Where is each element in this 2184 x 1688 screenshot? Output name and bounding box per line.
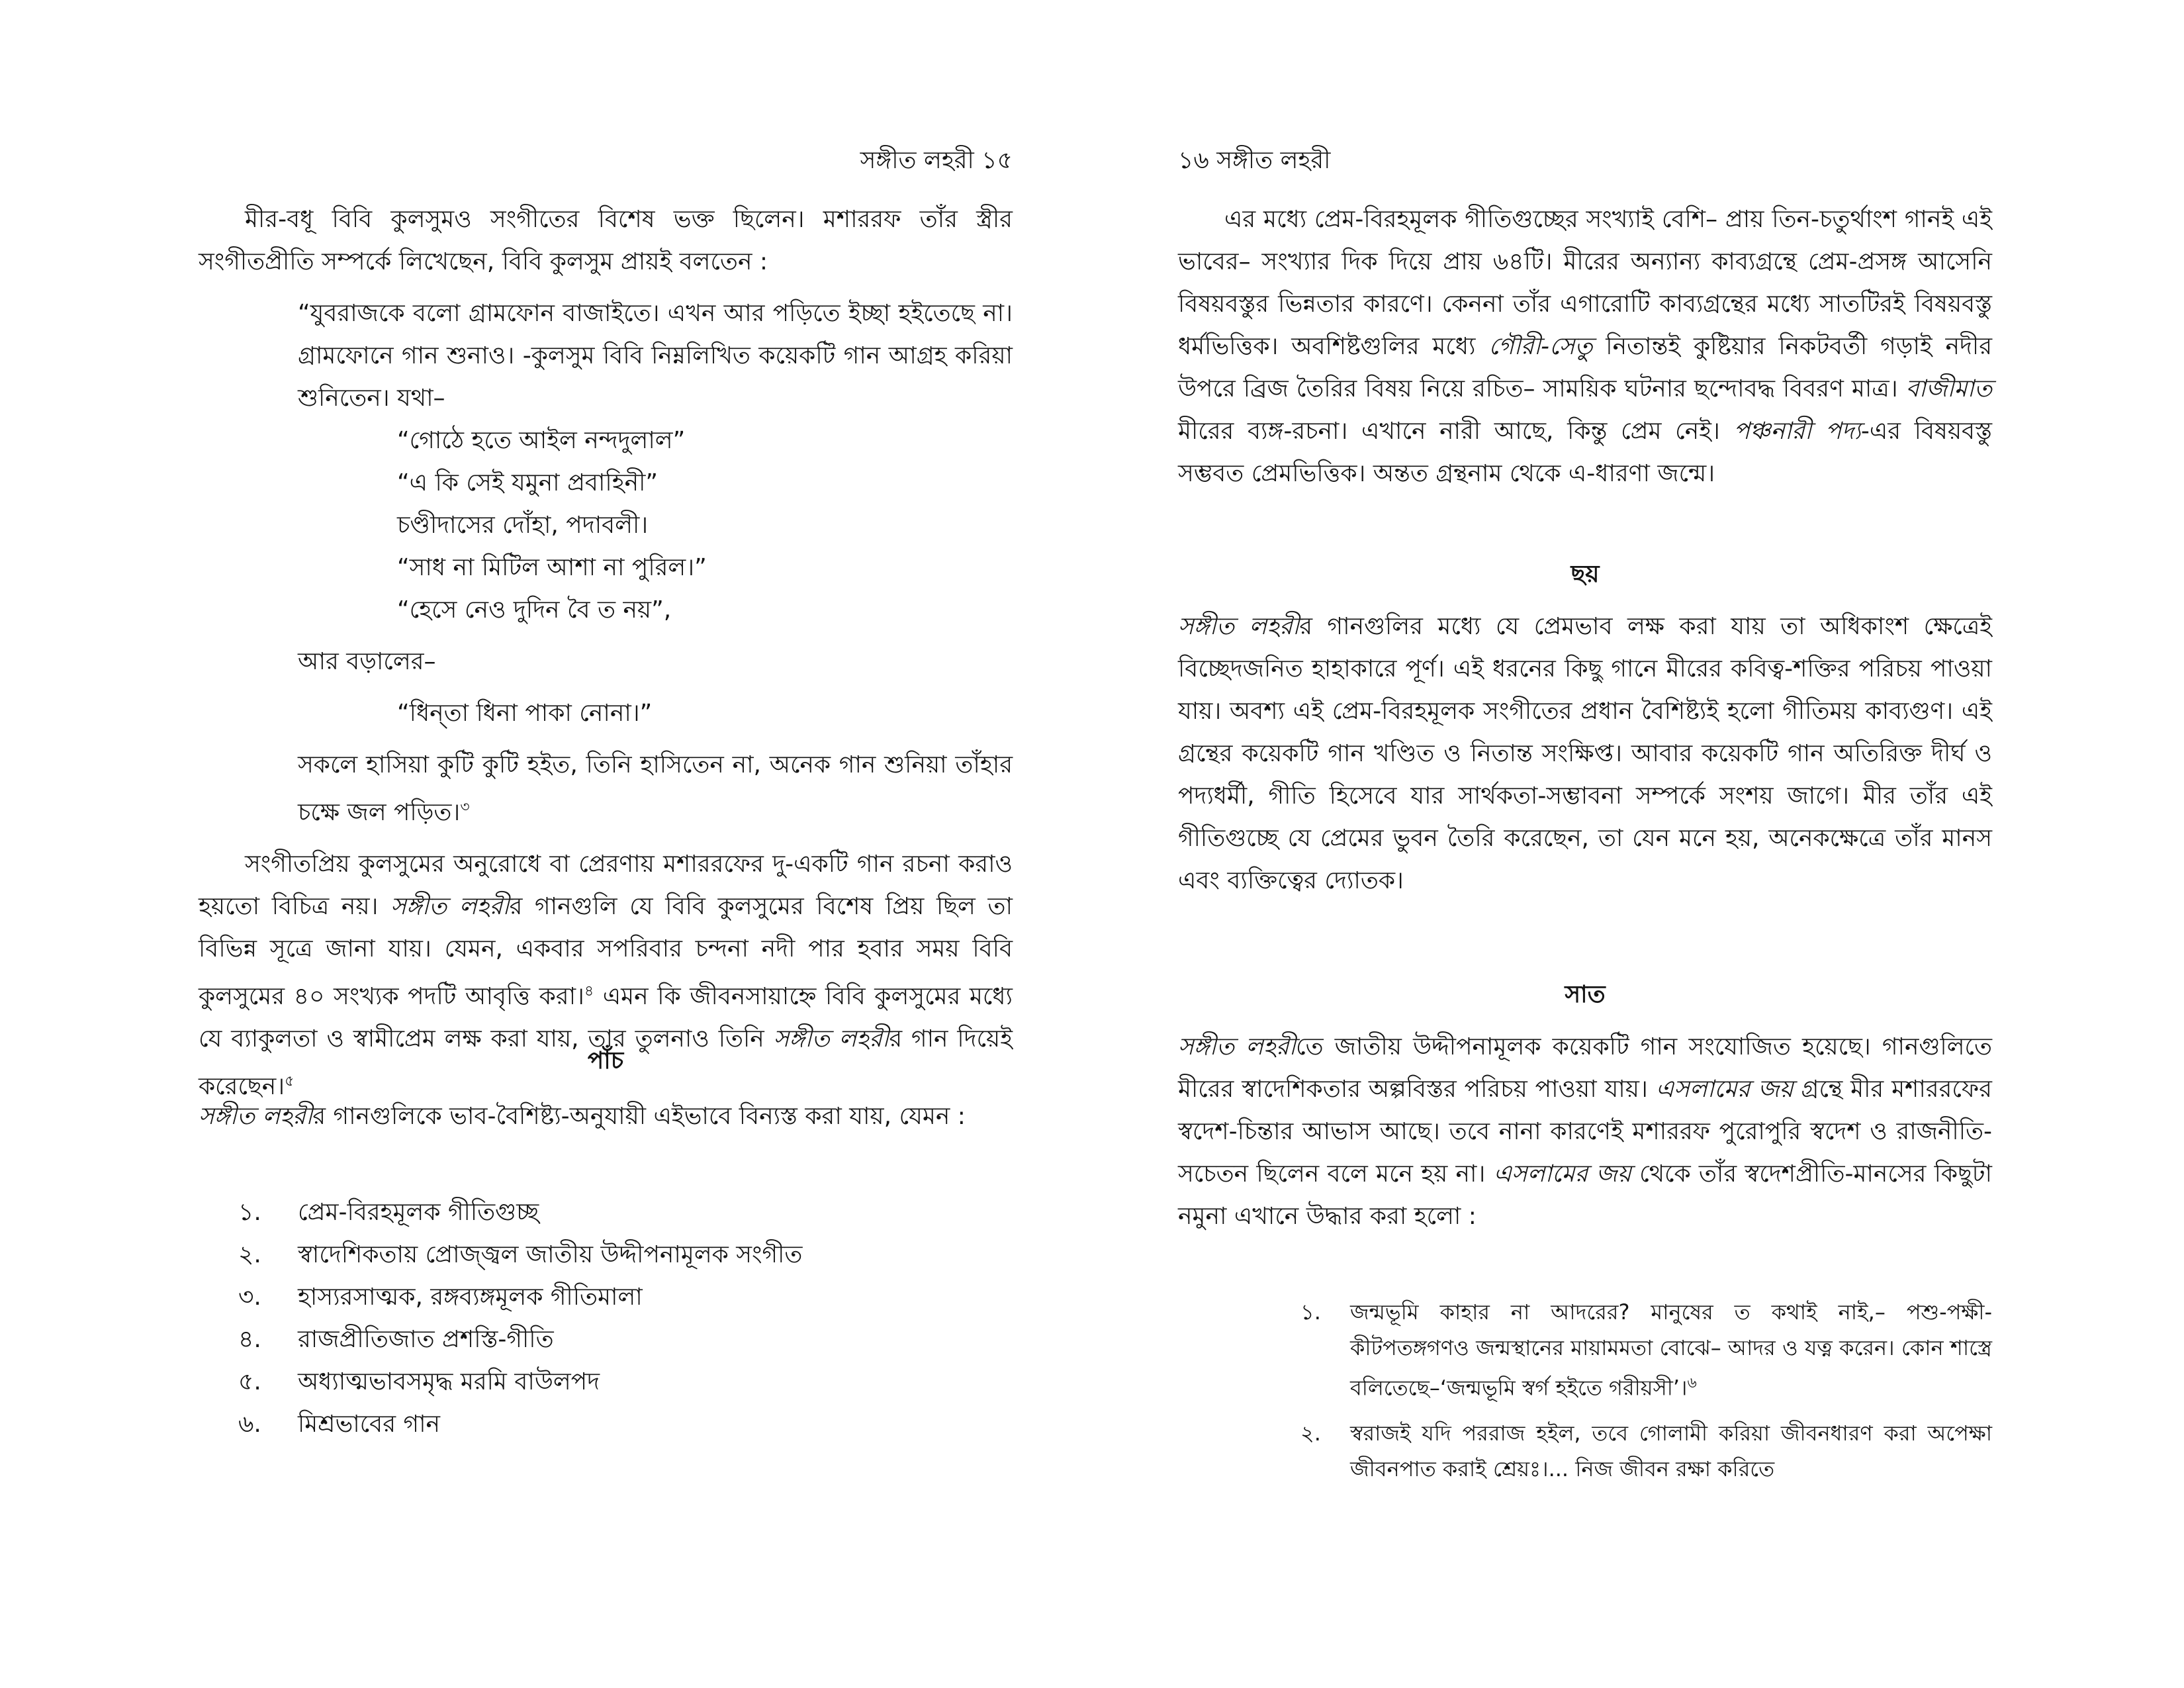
- paragraph: এর মধ্যে প্রেম-বিরহমূলক গীতিগুচ্ছের সংখ্যাই বেশি– প্রায় তিন-চতুর্থাংশ গানই এই ভাবের– সংখ্যার দিক দিয়ে প্রায় ৬৪টি। মীরের অন্যান্য কাব্যগ্রন্থে প্রেম-প্রসঙ্গ আসেনি বিষয়বস্তুর ভিন্নতার কারণে। কেননা তাঁর এগারোটি কাব্যগ্রন্থের মধ্যে সাতটিরই বিষয়বস্তু ধর্মভিত্তিক। অবশিষ্টগুলির মধ্যে গৌরী-সেতু নিতান্তই কুষ্টিয়ার নিকটবর্তী গড়াই নদীর উপরে ব্রিজ তৈরির বিষয় নিয়ে রচিত– সাময়িক ঘটনার ছন্দোবদ্ধ বিবরণ মাত্র। বাজীমাত মীরের ব্যঙ্গ-রচনা। এখানে নারী আছে, কিন্তু প্রেম নেই। পঞ্চনারী পদ্য-এর বিষয়বস্তু সম্ভবত প্রেমভিত্তিক। অন্তত গ্রন্থনাম থেকে এ-ধারণা জন্মে।: [1178, 206, 1993, 487]
- quote-list: [1178, 1294, 1992, 1496]
- item-number: ২.: [1300, 1420, 1321, 1446]
- paragraph: সঙ্গীত লহরীর গানগুলির মধ্যে যে প্রেমভাব লক্ষ করা যায় তা অধিকাংশ ক্ষেত্রেই বিচ্ছেদজনিত হাহাকারে পূর্ণ। এই ধরনের কিছু গানে মীরের কবিত্ব-শক্তির পরিচয় পাওয়া যায়। অবশ্য এই প্রেম-বিরহমূলক সংগীতের প্রধান বৈশিষ্ট্যই হলো গীতিময় কাব্যগুণ। এই গ্রন্থের কয়েকটি গান খণ্ডিত ও নিতান্ত সংক্ষিপ্ত। আবার কয়েকটি গান অতিরিক্ত দীর্ঘ ও পদ্যধর্মী, গীতি হিসেবে যার সার্থকতা-সম্ভাবনা সম্পর্কে সংশয় জাগে। মীর তাঁর এই গীতিগুচ্ছে যে প্রেমের ভুবন তৈরি করেছেন, তা যেন মনে হয়, অনেকক্ষেত্রে তাঁর মানস এবং ব্যক্তিত্বের দ্যোতক।: [1178, 613, 1992, 894]
- quote-text: জন্মভূমি কাহার না আদরের? মানুষের ত কথাই নাই,– পশু-পক্ষী-কীটপতঙ্গগণও জন্মস্থানের মায়ামমতা বোঝে– আদর ও যত্ন করেন। কোন শাস্ত্রে বলিতেছে–‘জন্মভূমি স্বর্গ হইতে গরীয়সী’।: [1350, 1299, 1992, 1401]
- category-item: [199, 1234, 1013, 1276]
- book-title: সঙ্গীত লহরী: [1178, 1033, 1296, 1060]
- item-number: ৫.: [238, 1368, 261, 1395]
- book-title: এসলামের জয়: [1493, 1160, 1631, 1188]
- book-title: সঙ্গীত লহরী: [773, 1025, 889, 1053]
- footnote-mark: ৬: [1687, 1375, 1697, 1391]
- paragraph: সঙ্গীত লহরীর গানগুলিকে ভাব-বৈশিষ্ট্য-অনুযায়ী এইভাবে বিন্যস্ত করা যায়, যেমন :: [199, 1103, 966, 1130]
- item-text: রাজপ্রীতিজাত প্রশস্তি-গীতি: [298, 1326, 554, 1353]
- paragraph: সঙ্গীত লহরীতে জাতীয় উদ্দীপনামূলক কয়েকটি গান সংযোজিত হয়েছে। গানগুলিতে মীরের স্বাদেশিকতার অল্পবিস্তর পরিচয় পাওয়া যায়। এসলামের জয় গ্রন্থে মীর মশাররফের স্বদেশ-চিন্তার আভাস আছে। তবে নানা কারণেই মশাররফ পুরোপুরি স্বদেশ ও রাজনীতি-সচেতন ছিলেন বলে মনে হয় না। এসলামের জয় থেকে তাঁর স্বদেশপ্রীতি-মানসের কিছুটা নমুনা এখানে উদ্ধার করা হলো :: [1178, 1033, 1993, 1230]
- section-text: [1178, 1026, 1992, 1238]
- left-page: [199, 0, 1013, 1688]
- book-title: এসলামের জয়: [1655, 1076, 1794, 1103]
- paragraph: মীর-বধূ বিবি কুলসুমও সংগীতের বিশেষ ভক্ত ছিলেন। মশাররফ তাঁর স্ত্রীর সংগীতপ্রীতি সম্পর্কে লিখেছেন, বিবি কুলসুম প্রায়ই বলতেন :: [199, 206, 1013, 275]
- running-head: সঙ্গীত লহরী ১৫: [860, 147, 1013, 174]
- item-number: ১.: [1300, 1299, 1321, 1325]
- book-title: গৌরী-সেতু: [1488, 333, 1593, 360]
- right-page: [1178, 0, 1992, 1688]
- item-number: ৬.: [238, 1411, 261, 1438]
- quote-text: “যুবরাজকে বলো গ্রামফোন বাজাইতে। এখন আর পড়িতে ইচ্ছা হইতেছে না। গ্রামফোনে গান শুনাও। -কুলসুম বিবি নিম্নলিখিত কয়েকটি গান আগ্রহ করিয়া শুনিতেন। যথা–: [298, 300, 1013, 412]
- footnote-mark: ৫: [285, 1073, 295, 1090]
- song-title: চণ্ডীদাসের দোঁহা, পদাবলী।: [397, 512, 649, 539]
- item-number: ৩.: [238, 1284, 261, 1311]
- item-text: স্বাদেশিকতায় প্রোজ্জ্বল জাতীয় উদ্দীপনামূলক সংগীত: [298, 1241, 803, 1268]
- category-item: [199, 1319, 1013, 1361]
- book-title: বাজীমাত: [1905, 375, 1992, 402]
- category-list: [199, 1192, 1013, 1446]
- category-item: [199, 1192, 1013, 1234]
- quote-text: স্বরাজই যদি পররাজ হইল, তবে গোলামী করিয়া জীবনধারণ করা অপেক্ষা জীবনপাত করাই শ্রেয়ঃ।... নিজ জীবন রক্ষা করিতে: [1350, 1420, 1992, 1481]
- song-title: “হেসে নেও দুদিন বৈ ত নয়”,: [397, 596, 672, 624]
- item-text: হাস্যরসাত্মক, রঙ্গব্যঙ্গমূলক গীতিমালা: [298, 1284, 643, 1311]
- section-heading: ছয়: [1570, 561, 1600, 588]
- footnote-mark: ৩: [460, 799, 470, 816]
- main-text: [199, 199, 1013, 1108]
- quote-text: সকলে হাসিয়া কুটি কুটি হইত, তিনি হাসিতেন না, অনেক গান শুনিয়া তাঁহার চক্ষে জল পড়িত।$^৩$: [298, 751, 1013, 826]
- book-title: সঙ্গীত লহরী: [199, 1103, 313, 1130]
- song-title: “এ কি সেই যমুনা প্রবাহিনী”: [397, 469, 659, 496]
- quote-text: আর বড়ালের–: [298, 648, 436, 675]
- book-title: সঙ্গীত লহরী: [1178, 613, 1300, 640]
- category-item: [199, 1276, 1013, 1319]
- book-title: পঞ্চনারী পদ্য: [1733, 418, 1861, 445]
- item-number: ১.: [238, 1199, 261, 1226]
- item-number: ২.: [238, 1241, 261, 1268]
- category-item: [199, 1403, 1013, 1446]
- quote-item: [1178, 1294, 1992, 1406]
- section-text: [1178, 606, 1992, 902]
- item-number: ৪.: [238, 1326, 261, 1353]
- item-text: মিশ্রভাবের গান: [298, 1411, 440, 1438]
- song-title: “ধিন্‌তা ধিনা পাকা নোনা।”: [397, 700, 653, 727]
- song-title: “সাধ না মিটিল আশা না পুরিল।”: [397, 554, 707, 581]
- section-heading: পাঁচ: [587, 1047, 624, 1074]
- main-text: [1178, 199, 1992, 495]
- quote-item: [1178, 1415, 1992, 1487]
- category-item: [199, 1361, 1013, 1403]
- paragraph: সংগীতপ্রিয় কুলসুমের অনুরোধে বা প্রেরণায় মশাররফের দু-একটি গান রচনা করাও হয়তো বিচিত্র নয়। সঙ্গীত লহরীর গানগুলি যে বিবি কুলসুমের বিশেষ প্রিয় ছিল তা বিভিন্ন সূত্রে জানা যায়। যেমন, একবার সপরিবার চন্দনা নদী পার হবার সময় বিবি কুলসুমের ৪০ সংখ্যক পদটি আবৃত্তি করা।$^৪$ এমন কি জীবনসায়াহ্নে বিবি কুলসুমের মধ্যে যে ব্যাকুলতা ও স্বামীপ্রেম লক্ষ করা যায়, তার তুলনাও তিনি সঙ্গীত লহরীর গান দিয়েই করেছেন।$^৫$: [199, 851, 1013, 1100]
- book-title: সঙ্গীত লহরী: [390, 893, 510, 920]
- song-title: “গোঠে হতে আইল নন্দদুলাল”: [397, 427, 686, 454]
- section-text: [199, 1096, 1013, 1138]
- running-head: ১৬ সঙ্গীত লহরী: [1178, 147, 1331, 174]
- item-text: প্রেম-বিরহমূলক গীতিগুচ্ছ: [298, 1199, 539, 1226]
- item-text: অধ্যাত্মভাবসমৃদ্ধ মরমি বাউলপদ: [298, 1368, 600, 1395]
- section-heading: সাত: [1565, 981, 1606, 1008]
- footnote-mark: ৪: [584, 983, 594, 1000]
